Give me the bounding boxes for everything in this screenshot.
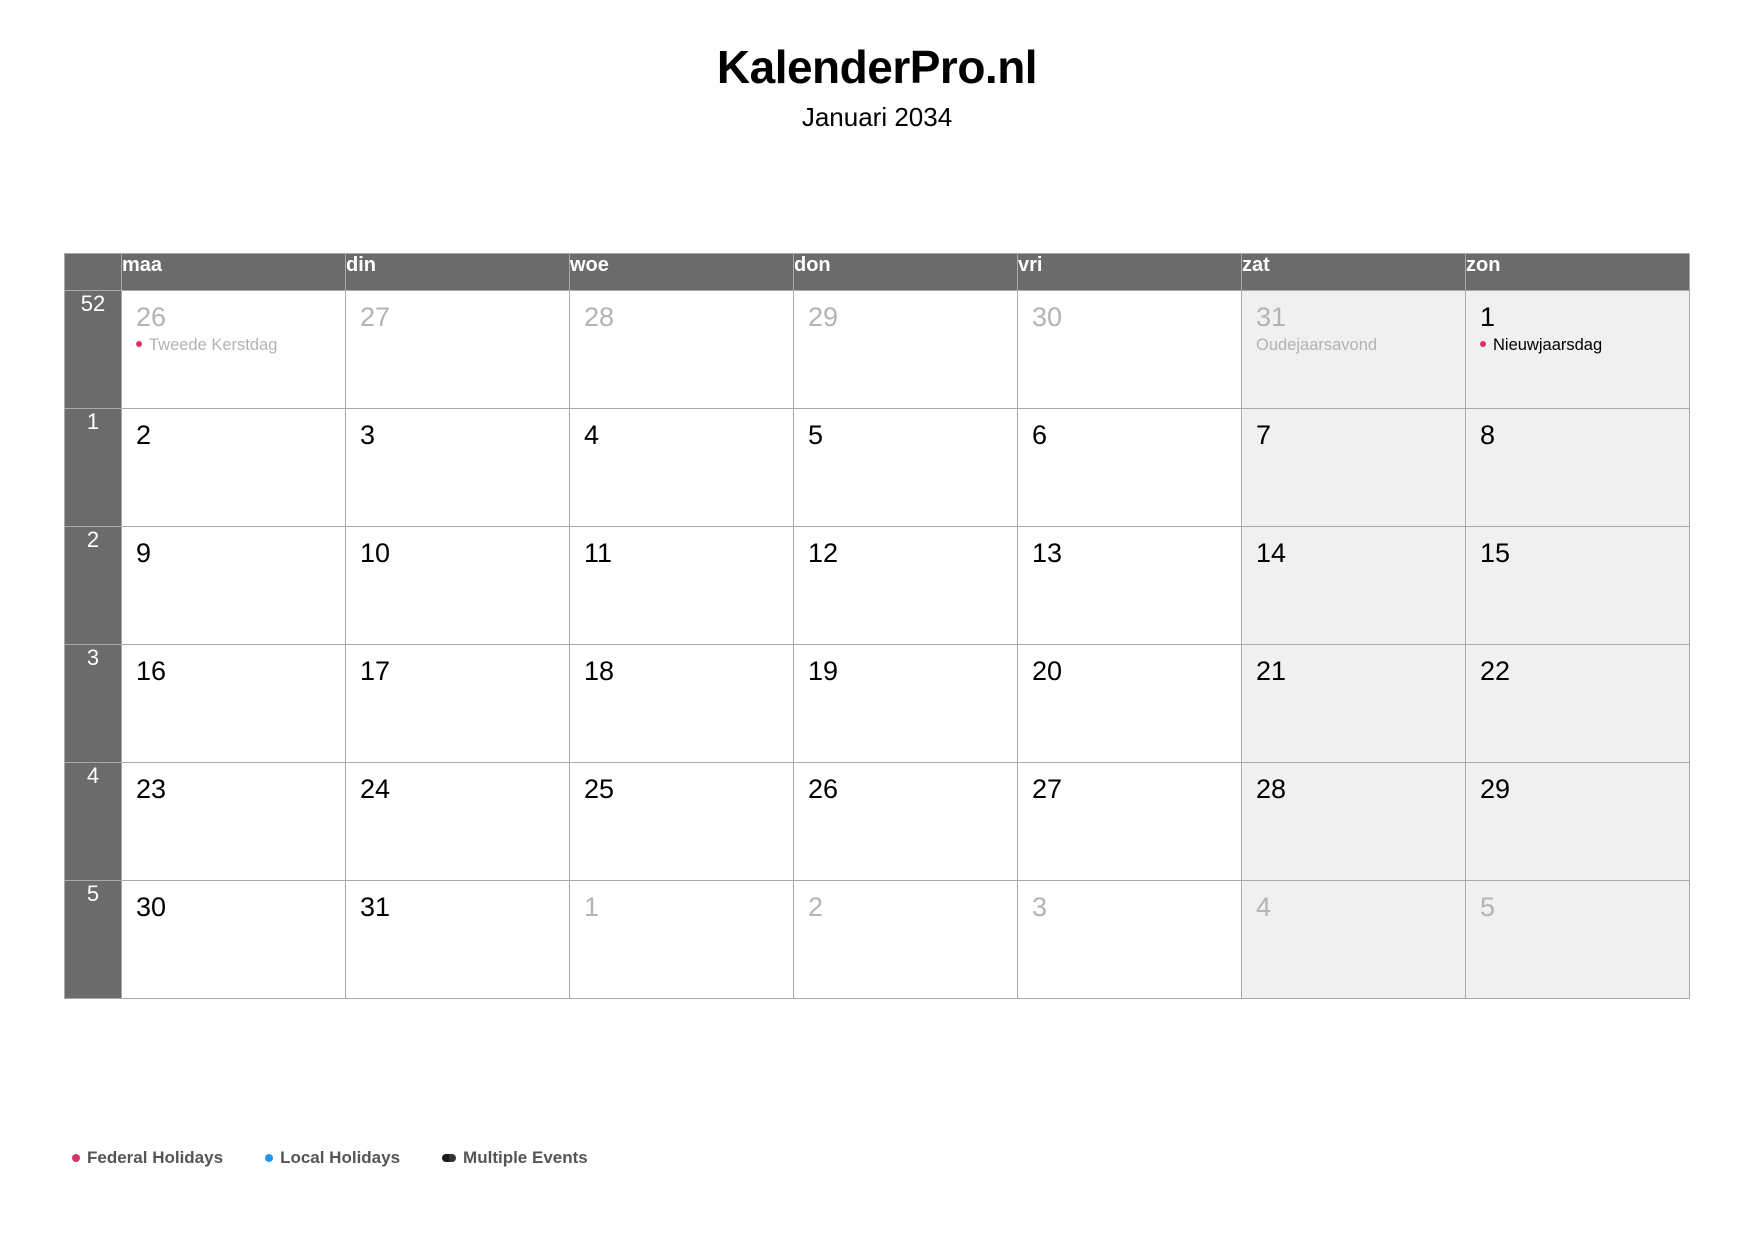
day-cell[interactable] (1466, 291, 1690, 409)
day-number: 8 (1480, 420, 1496, 450)
day-number: 28 (1256, 774, 1287, 804)
day-number: 10 (360, 538, 391, 568)
day-cell[interactable] (1242, 409, 1466, 527)
multiple-events-dot-icon (442, 1154, 456, 1162)
day-cell[interactable] (1242, 763, 1466, 881)
day-number: 2 (136, 420, 152, 450)
week-number-cell: 2 (65, 527, 122, 645)
day-cell[interactable] (346, 645, 570, 763)
day-number: 29 (808, 302, 839, 332)
day-cell[interactable] (570, 291, 794, 409)
local-holiday-dot-icon (265, 1154, 273, 1162)
day-number: 23 (136, 774, 167, 804)
week-number-cell: 52 (65, 291, 122, 409)
day-number: 7 (1256, 420, 1272, 450)
weekday-header-woe: woe (570, 254, 794, 291)
day-cell[interactable] (1466, 527, 1690, 645)
day-number: 9 (136, 538, 152, 568)
legend-label: Local Holidays (280, 1148, 401, 1167)
day-cell[interactable] (122, 291, 346, 409)
day-number: 26 (808, 774, 839, 804)
day-number: 6 (1032, 420, 1048, 450)
day-cell[interactable] (794, 291, 1018, 409)
weekday-header-vri: vri (1018, 254, 1242, 291)
event-label: Oudejaarsavond (1256, 336, 1378, 354)
day-cell[interactable] (122, 881, 346, 999)
day-cell[interactable] (1018, 409, 1242, 527)
day-cell[interactable] (570, 527, 794, 645)
day-number: 15 (1480, 538, 1511, 568)
day-cell[interactable] (1242, 291, 1466, 409)
day-cell[interactable] (1242, 527, 1466, 645)
day-events (1242, 331, 1465, 356)
weekday-header-row (65, 254, 1690, 291)
month-title: Januari 2034 (801, 101, 953, 132)
week-number-cell: 5 (65, 881, 122, 999)
day-number: 20 (1032, 656, 1063, 686)
day-cell[interactable] (1466, 881, 1690, 999)
calendar-week-row (65, 291, 1690, 409)
day-cell[interactable] (346, 527, 570, 645)
day-cell[interactable] (570, 645, 794, 763)
day-number: 28 (584, 302, 615, 332)
calendar-head (65, 254, 1690, 291)
day-cell[interactable] (346, 291, 570, 409)
day-number: 22 (1480, 656, 1511, 686)
day-cell[interactable] (570, 763, 794, 881)
day-number: 4 (1256, 892, 1272, 922)
day-cell[interactable] (122, 645, 346, 763)
day-number: 14 (1256, 538, 1287, 568)
weekday-header-din: din (346, 254, 570, 291)
day-cell[interactable] (122, 763, 346, 881)
day-cell[interactable] (1018, 645, 1242, 763)
day-cell[interactable] (122, 527, 346, 645)
day-cell[interactable] (1466, 409, 1690, 527)
day-number: 21 (1256, 656, 1287, 686)
weekday-header-zat: zat (1242, 254, 1466, 291)
calendar-container (64, 253, 1690, 999)
day-number: 11 (584, 538, 613, 568)
calendar-table (64, 253, 1690, 999)
legend-item (72, 1148, 223, 1168)
week-number-cell: 4 (65, 763, 122, 881)
day-cell[interactable] (794, 409, 1018, 527)
day-number: 16 (136, 656, 167, 686)
day-number: 3 (1032, 892, 1048, 922)
day-number: 30 (136, 892, 167, 922)
day-events (122, 331, 345, 356)
weekday-header-maa: maa (122, 254, 346, 291)
day-cell[interactable] (346, 763, 570, 881)
day-cell[interactable] (570, 409, 794, 527)
day-number: 17 (360, 656, 391, 686)
day-cell[interactable] (794, 527, 1018, 645)
legend-label: Multiple Events (463, 1148, 588, 1167)
day-cell[interactable] (1466, 645, 1690, 763)
federal-holiday-dot-icon (72, 1154, 80, 1162)
event-item[interactable] (136, 335, 339, 356)
event-label: Tweede Kerstdag (149, 336, 278, 354)
week-number-cell: 3 (65, 645, 122, 763)
legend-item (442, 1148, 588, 1168)
day-cell[interactable] (1242, 645, 1466, 763)
legend (72, 1148, 630, 1168)
day-number: 4 (584, 420, 600, 450)
day-number: 26 (136, 302, 167, 332)
day-number: 2 (808, 892, 824, 922)
day-number: 29 (1480, 774, 1511, 804)
day-number: 31 (360, 892, 391, 922)
day-number: 12 (808, 538, 839, 568)
calendar-week-row (65, 763, 1690, 881)
day-cell[interactable] (1466, 763, 1690, 881)
day-number: 5 (808, 420, 824, 450)
day-number: 27 (1032, 774, 1063, 804)
federal-holiday-dot-icon (136, 341, 142, 347)
day-cell[interactable] (794, 645, 1018, 763)
day-cell[interactable] (570, 881, 794, 999)
day-cell[interactable] (122, 409, 346, 527)
day-number: 1 (584, 892, 600, 922)
day-cell[interactable] (1018, 763, 1242, 881)
day-number: 25 (584, 774, 615, 804)
event-item[interactable] (1480, 335, 1683, 356)
event-label: Nieuwjaarsdag (1493, 336, 1603, 354)
weekday-header-don: don (794, 254, 1018, 291)
day-cell[interactable] (794, 763, 1018, 881)
day-cell[interactable] (1018, 527, 1242, 645)
day-number: 13 (1032, 538, 1063, 568)
week-number-header (65, 254, 122, 291)
day-number: 5 (1480, 892, 1496, 922)
calendar-week-row (65, 527, 1690, 645)
day-number: 24 (360, 774, 391, 804)
legend-item (265, 1148, 400, 1168)
federal-holiday-dot-icon (1480, 341, 1486, 347)
day-number: 19 (808, 656, 839, 686)
calendar-week-row (65, 881, 1690, 999)
day-cell[interactable] (794, 881, 1018, 999)
weekday-header-zon: zon (1466, 254, 1690, 291)
day-cell[interactable] (1242, 881, 1466, 999)
site-title: KalenderPro.nl (716, 41, 1038, 93)
legend-label: Federal Holidays (87, 1148, 224, 1167)
page-header (0, 0, 1754, 131)
day-cell[interactable] (346, 409, 570, 527)
day-cell[interactable] (346, 881, 570, 999)
day-events (1466, 331, 1689, 356)
day-number: 31 (1256, 302, 1287, 332)
event-item[interactable] (1256, 335, 1459, 356)
day-cell[interactable] (1018, 291, 1242, 409)
calendar-week-row (65, 645, 1690, 763)
calendar-body (65, 291, 1690, 999)
calendar-week-row (65, 409, 1690, 527)
day-number: 3 (360, 420, 376, 450)
week-number-cell: 1 (65, 409, 122, 527)
day-number: 1 (1480, 302, 1496, 332)
day-number: 30 (1032, 302, 1063, 332)
day-number: 18 (584, 656, 615, 686)
day-cell[interactable] (1018, 881, 1242, 999)
day-number: 27 (360, 302, 391, 332)
